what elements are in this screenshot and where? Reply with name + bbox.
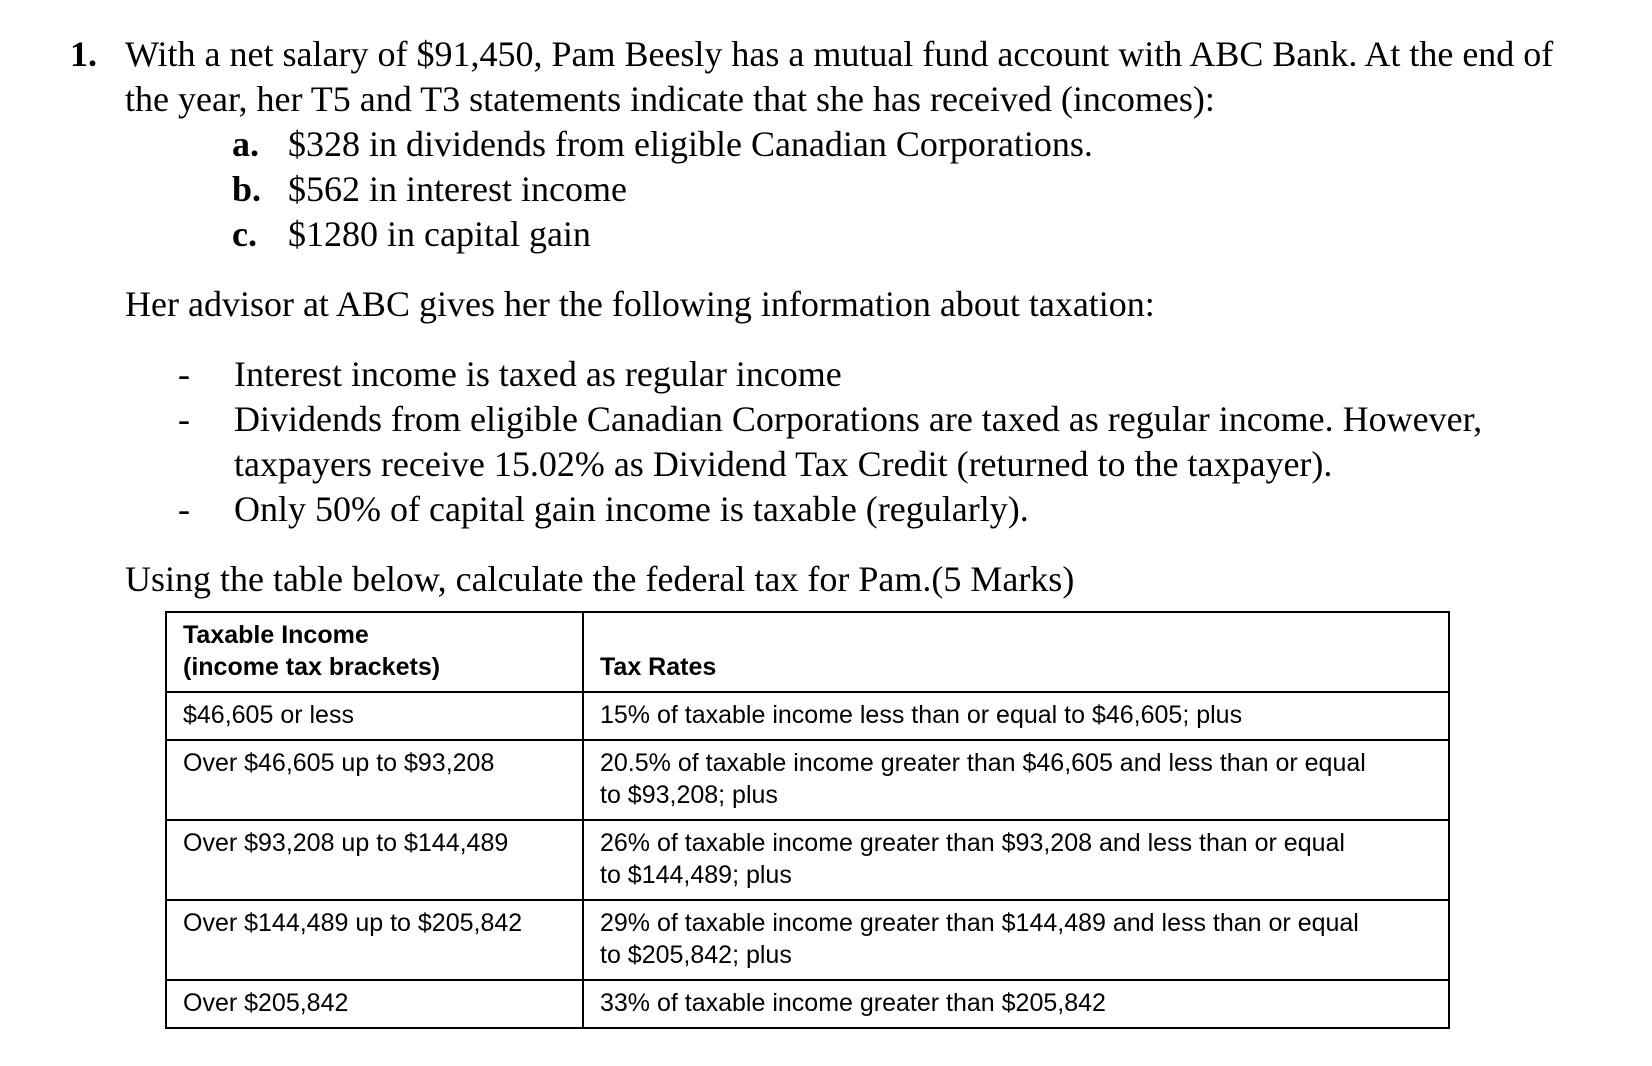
bullet-dash-1: - — [178, 354, 190, 394]
question-text-line-1: With a net salary of $91,450, Pam Beesly has a mutual fund account with ABC Bank. At the end of — [125, 34, 1554, 74]
item-text-b: $562 in interest income — [288, 169, 627, 209]
item-label-c: c. — [232, 214, 257, 254]
table-row — [166, 900, 1449, 980]
bracket-cell: Over $144,489 up to $205,842 — [166, 900, 583, 980]
rate-text: 29% of taxable income greater than $144,489 and less than or equal — [600, 909, 1359, 937]
table-row — [166, 980, 1449, 1028]
bracket-cell: Over $205,842 — [166, 980, 583, 1028]
item-label-a: a. — [232, 124, 259, 164]
bullet-dividends-line-2: taxpayers receive 15.02% as Dividend Tax Credit (returned to the taxpayer). — [234, 444, 1333, 484]
rate-text: 33% of taxable income greater than $205,842 — [600, 989, 1106, 1017]
header-taxable-income — [166, 612, 583, 692]
instruction: Using the table below, calculate the federal tax for Pam.(5 Marks) — [125, 559, 1075, 599]
header-tax-rates: Tax Rates — [583, 612, 1449, 692]
table-header-row — [166, 612, 1449, 692]
rate-cell — [583, 980, 1449, 1028]
rate-text-line-2: to $93,208; plus — [600, 781, 778, 809]
rate-cell — [583, 692, 1449, 740]
table-row — [166, 692, 1449, 740]
question-text-line-2: the year, her T5 and T3 statements indicate that she has received (incomes): — [125, 79, 1215, 119]
bullet-capital-gain: Only 50% of capital gain income is taxable (regularly). — [234, 489, 1029, 529]
rate-cell — [583, 740, 1449, 820]
bracket-cell: Over $93,208 up to $144,489 — [166, 820, 583, 900]
header-taxable-income-line-2: (income tax brackets) — [183, 653, 441, 681]
item-label-b: b. — [232, 169, 262, 209]
table-row — [166, 820, 1449, 900]
bracket-cell: Over $46,605 up to $93,208 — [166, 740, 583, 820]
rate-cell — [583, 820, 1449, 900]
bullet-dash-2: - — [178, 399, 190, 439]
bullet-interest: Interest income is taxed as regular income — [234, 354, 842, 394]
rate-text: 15% of taxable income less than or equal to $46,605; plus — [600, 701, 1243, 729]
bracket-cell: $46,605 or less — [166, 692, 583, 740]
item-text-a: $328 in dividends from eligible Canadian Corporations. — [288, 124, 1093, 164]
header-taxable-income-line-1: Taxable Income — [183, 621, 369, 649]
question-number: 1. — [70, 34, 97, 74]
bullet-dividends-line-1: Dividends from eligible Canadian Corporations are taxed as regular income. However, — [234, 399, 1483, 439]
rate-text-line-2: to $205,842; plus — [600, 941, 792, 969]
rate-cell — [583, 900, 1449, 980]
tax-bracket-table — [165, 611, 1450, 1029]
table-row — [166, 740, 1449, 820]
advisor-intro: Her advisor at ABC gives her the following information about taxation: — [125, 284, 1155, 324]
rate-text: 26% of taxable income greater than $93,208 and less than or equal — [600, 829, 1345, 857]
rate-text-line-2: to $144,489; plus — [600, 861, 792, 889]
bullet-dash-3: - — [178, 489, 190, 529]
item-text-c: $1280 in capital gain — [288, 214, 591, 254]
rate-text: 20.5% of taxable income greater than $46,605 and less than or equal — [600, 749, 1366, 777]
